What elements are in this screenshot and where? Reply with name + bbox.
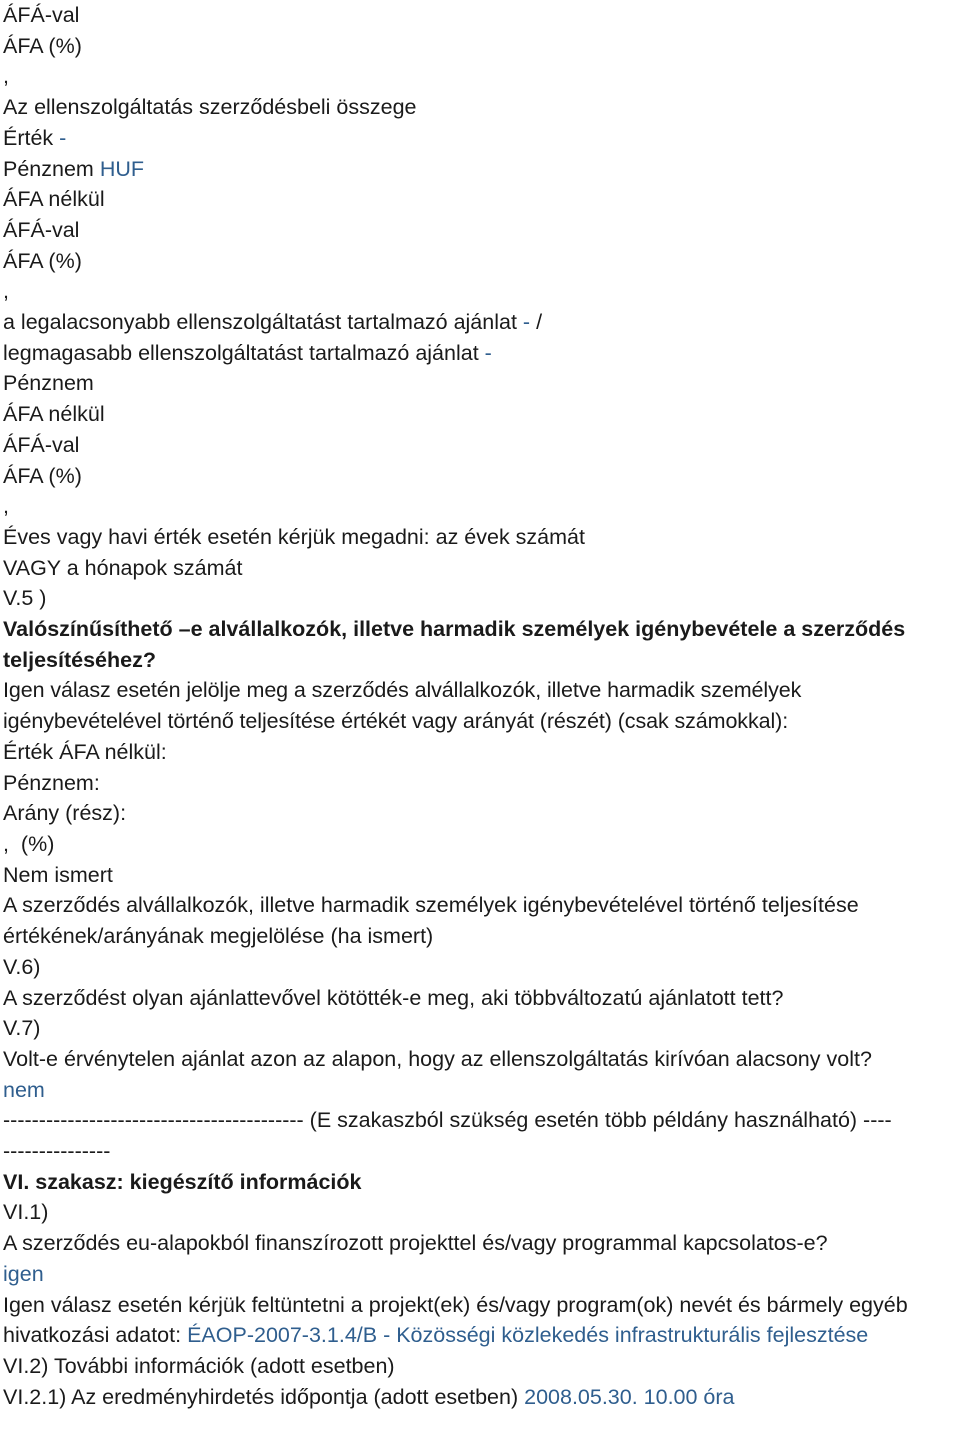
- arany-label: Arány (rész):: [3, 801, 127, 826]
- section-v7-question-row: [3, 1044, 893, 1105]
- ertek-value: -: [59, 125, 67, 150]
- section-v7-number: V.7): [3, 1016, 41, 1041]
- contract-amount-title: Az ellenszolgáltatás szerződésbeli összege: [3, 95, 417, 120]
- lowest-offer-label: a legalacsonyabb ellenszolgáltatást tartalmazó ajánlat: [3, 310, 517, 335]
- section-vi1-number: VI.1): [3, 1200, 49, 1225]
- ertek-row: [3, 123, 960, 154]
- section-v5-number: V.5 ): [3, 586, 47, 611]
- section-v6-question: A szerződést olyan ajánlattevővel kötötték-e meg, aki többváltozatú ajánlatott tett?: [3, 985, 784, 1010]
- penznem-label: Pénznem:: [3, 770, 100, 795]
- penznem-value: HUF: [99, 156, 145, 181]
- penznem-label: Pénznem: [3, 371, 94, 396]
- nem-ismert-label: Nem ismert: [3, 862, 113, 887]
- comma-separator: ,: [3, 64, 9, 89]
- penznem-row: [3, 154, 960, 185]
- section-vi21-value: 2008.05.30. 10.00 óra: [524, 1384, 735, 1409]
- section-vi1-question-row: [3, 1228, 833, 1289]
- afa-pct-label: ÁFA (%): [3, 33, 82, 58]
- annual-monthly-note-1: Éves vagy havi érték esetén kérjük megadni: az évek számát: [3, 524, 585, 549]
- afa-val-label: ÁFÁ-val: [3, 432, 80, 457]
- afa-nelkul-label: ÁFA nélkül: [3, 187, 105, 212]
- afa-pct-label: ÁFA (%): [3, 248, 82, 273]
- comma-separator: ,: [3, 279, 9, 304]
- section-vi1-value: ÉAOP-2007-3.1.4/B - Közösségi közlekedés infrastrukturális fejlesztése: [187, 1323, 869, 1348]
- highest-offer-value: -: [484, 340, 492, 365]
- section-vi1-paragraph-row: [3, 1290, 923, 1351]
- section-vi2-heading: VI.2) További információk (adott esetben): [3, 1353, 395, 1378]
- comma-separator: ,: [3, 494, 9, 519]
- afa-pct-label: ÁFA (%): [3, 463, 82, 488]
- highest-offer-row: [3, 338, 960, 369]
- section-v5-description: A szerződés alvállalkozók, illetve harmadik személyek igénybevételével történő teljesítése értékének/arányának megjelölése (ha ismert): [3, 893, 859, 949]
- section-v6-number: V.6): [3, 954, 41, 979]
- highest-offer-label: legmagasabb ellenszolgáltatást tartalmazó ajánlat: [3, 340, 479, 365]
- afa-val-label: ÁFÁ-val: [3, 217, 80, 242]
- ertek-afa-nelkul-label: Érték ÁFA nélkül:: [3, 739, 167, 764]
- lowest-offer-row: [3, 307, 960, 338]
- section-vi1-paragraph: Igen válasz esetén kérjük feltüntetni a projekt(ek) és/vagy program(ok) nevét és bármely egyéb hivatkozási adatot:: [3, 1292, 908, 1348]
- section-vi21-label: VI.2.1) Az eredményhirdetés időpontja (adott esetben): [3, 1384, 519, 1409]
- section-vi21-row: [3, 1382, 960, 1413]
- section-vi-heading: VI. szakasz: kiegészítő információk: [3, 1169, 362, 1194]
- annual-monthly-note-2: VAGY a hónapok számát: [3, 555, 243, 580]
- section-v5-paragraph: Igen válasz esetén jelölje meg a szerződés alvállalkozók, illetve harmadik személyek igénybevételével történő teljesítése értékét vagy arányát (részét) (csak számokkal):: [3, 678, 802, 734]
- afa-nelkul-label: ÁFA nélkül: [3, 402, 105, 427]
- percent-label: , (%): [3, 831, 55, 856]
- slash-separator: /: [536, 310, 543, 335]
- section-v7-question: Volt-e érvénytelen ajánlat azon az alapon, hogy az ellenszolgáltatás kirívóan alacsony volt?: [3, 1046, 872, 1071]
- ertek-label: Érték: [3, 125, 54, 150]
- section-vi1-question: A szerződés eu-alapokból finanszírozott projekttel és/vagy programmal kapcsolatos-e?: [3, 1231, 828, 1256]
- section-v5-heading: Valószínűsíthető –e alvállalkozók, illetve harmadik személyek igénybevétele a szerződés teljesítéséhez?: [3, 617, 906, 672]
- section-vi1-answer: igen: [3, 1261, 44, 1286]
- section-v7-answer: nem: [3, 1077, 45, 1102]
- afa-val-label: ÁFÁ-val: [3, 3, 80, 27]
- section-separator: ------------------------------------------ (E szakaszból szükség esetén több példány használható) -------------------: [3, 1108, 892, 1164]
- lowest-offer-value: -: [522, 310, 531, 335]
- penznem-label: Pénznem: [3, 156, 94, 181]
